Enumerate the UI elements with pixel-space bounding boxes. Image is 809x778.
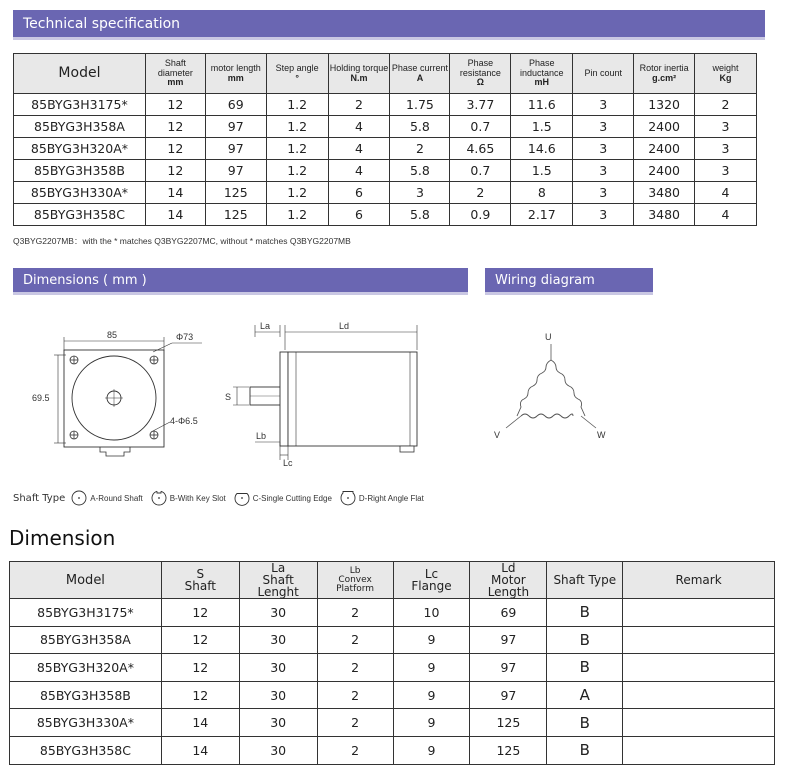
table-cell: 5.8: [390, 116, 450, 138]
table-cell: 14: [161, 709, 239, 737]
table-cell: 30: [239, 709, 317, 737]
side-s-label: S: [225, 392, 232, 402]
table-cell: 125: [205, 182, 266, 204]
spec-table-row: [14, 204, 757, 226]
dimension-table-row: [10, 736, 775, 764]
spec-table-row: [14, 94, 757, 116]
table-cell: 97: [205, 138, 266, 160]
table-cell: 9: [393, 626, 470, 654]
spec-header-motor-length: motor length mm: [205, 54, 266, 94]
spec-header-rotor-inertia: Rotor inertia g.cm²: [634, 54, 695, 94]
spec-table-row: [14, 138, 757, 160]
table-cell: [623, 709, 775, 737]
spec-table: [13, 53, 757, 226]
table-cell: 12: [161, 626, 239, 654]
table-cell: 4: [328, 138, 390, 160]
table-cell: [623, 626, 775, 654]
table-cell: [623, 599, 775, 627]
wiring-coil-left: [517, 360, 551, 416]
table-cell: 30: [239, 626, 317, 654]
spec-header-shaft-diameter: Shaft diameter mm: [145, 54, 205, 94]
table-cell: 4: [695, 182, 757, 204]
mount-holes-label: 4-Φ6.5: [170, 416, 198, 426]
table-cell: B: [547, 654, 623, 682]
dim-header-remark: Remark: [623, 562, 775, 599]
table-cell: 85BYG3H358C: [14, 204, 146, 226]
dim-header-la: La Shaft Lenght: [239, 562, 317, 599]
table-cell: 0.9: [450, 204, 511, 226]
dimension-table-row: [10, 709, 775, 737]
table-cell: 3: [390, 182, 450, 204]
table-cell: 0.7: [450, 116, 511, 138]
table-cell: 1.2: [266, 138, 328, 160]
table-cell: [623, 681, 775, 709]
table-cell: 12: [145, 94, 205, 116]
wiring-section-bar: [485, 268, 653, 295]
table-cell: 85BYG3H358B: [10, 681, 162, 709]
table-cell: 3: [573, 116, 634, 138]
table-cell: 30: [239, 654, 317, 682]
round-shaft-icon: [71, 490, 87, 506]
dimensions-section-bar: [13, 268, 468, 295]
table-cell: 1.5: [511, 116, 573, 138]
table-cell: 1320: [634, 94, 695, 116]
right-angle-flat-shaft-icon: [340, 490, 356, 506]
table-cell: 2400: [634, 116, 695, 138]
table-cell: 69: [470, 599, 547, 627]
table-cell: 10: [393, 599, 470, 627]
table-cell: 9: [393, 709, 470, 737]
table-cell: 12: [145, 160, 205, 182]
table-cell: 14: [145, 204, 205, 226]
dim-header-shaft-type: Shaft Type: [547, 562, 623, 599]
table-cell: [623, 736, 775, 764]
table-cell: 125: [470, 736, 547, 764]
front-height-label: 69.5: [32, 393, 50, 403]
table-cell: 12: [161, 599, 239, 627]
tech-spec-section-bar: [13, 10, 765, 40]
spec-header-step-angle: Step angle °: [266, 54, 328, 94]
dimensions-title: Dimensions ( mm ): [23, 272, 147, 288]
spec-header-phase-current: Phase current A: [390, 54, 450, 94]
table-cell: 12: [145, 138, 205, 160]
table-cell: 97: [470, 654, 547, 682]
dimension-heading: Dimension: [9, 526, 116, 550]
front-width-label: 85: [107, 330, 118, 340]
table-cell: 2400: [634, 138, 695, 160]
spec-table-row: [14, 116, 757, 138]
table-cell: 1.75: [390, 94, 450, 116]
table-cell: 5.8: [390, 160, 450, 182]
table-cell: 1.2: [266, 94, 328, 116]
table-cell: 3: [695, 138, 757, 160]
tech-spec-title: Technical specification: [23, 15, 181, 32]
table-cell: 85BYG3H330A*: [14, 182, 146, 204]
table-cell: 4: [328, 160, 390, 182]
table-cell: 3: [573, 138, 634, 160]
wiring-coil-bottom: [521, 414, 573, 418]
dimension-table-row: [10, 654, 775, 682]
table-cell: 85BYG3H358A: [10, 626, 162, 654]
table-cell: 3480: [634, 204, 695, 226]
table-cell: 2: [317, 709, 393, 737]
dim-header-lc: Lc Flange: [393, 562, 470, 599]
table-cell: [623, 654, 775, 682]
table-cell: 3: [573, 94, 634, 116]
table-cell: 8: [511, 182, 573, 204]
wiring-coil-right: [551, 360, 585, 416]
table-cell: 97: [205, 160, 266, 182]
table-cell: 9: [393, 681, 470, 709]
spec-header-pin-count: Pin count: [573, 54, 634, 94]
table-cell: 85BYG3H320A*: [14, 138, 146, 160]
table-cell: 3: [695, 116, 757, 138]
table-cell: 97: [470, 626, 547, 654]
dimension-table: [9, 561, 775, 765]
key-slot-shaft-icon: [151, 490, 167, 506]
table-cell: 30: [239, 736, 317, 764]
spec-header-holding-torque: Holding torque N.m: [328, 54, 390, 94]
dim-header-ld: Ld Motor Length: [470, 562, 547, 599]
dim-header-lb: Lb Convex Platform: [317, 562, 393, 599]
table-cell: 30: [239, 681, 317, 709]
table-cell: 85BYG3H358B: [14, 160, 146, 182]
table-cell: 1.5: [511, 160, 573, 182]
table-cell: 97: [470, 681, 547, 709]
table-cell: 3.77: [450, 94, 511, 116]
table-cell: 9: [393, 654, 470, 682]
table-cell: 85BYG3H358C: [10, 736, 162, 764]
dim-header-row: [10, 562, 775, 599]
table-cell: 3: [695, 160, 757, 182]
side-ld-label: Ld: [339, 321, 350, 331]
table-cell: 12: [145, 116, 205, 138]
table-cell: 2.17: [511, 204, 573, 226]
table-cell: A: [547, 681, 623, 709]
table-cell: 2400: [634, 160, 695, 182]
wiring-u-label: U: [545, 332, 552, 342]
wiring-title: Wiring diagram: [495, 272, 595, 288]
spec-table-body: [14, 94, 757, 226]
table-cell: B: [547, 736, 623, 764]
spec-table-row: [14, 182, 757, 204]
table-cell: B: [547, 709, 623, 737]
table-cell: 85BYG3H3175*: [10, 599, 162, 627]
table-cell: 125: [470, 709, 547, 737]
dim-header-s: S Shaft: [161, 562, 239, 599]
shaft-type-legend: [13, 490, 432, 506]
table-cell: 14: [145, 182, 205, 204]
spec-header-phase-resistance: Phase resistance Ω: [450, 54, 511, 94]
table-cell: 1.2: [266, 116, 328, 138]
dimension-table-row: [10, 626, 775, 654]
dim-header-model: Model: [10, 562, 162, 599]
table-cell: 1.2: [266, 204, 328, 226]
table-cell: 2: [317, 626, 393, 654]
table-cell: 2: [328, 94, 390, 116]
side-lb-label: Lb: [256, 431, 267, 441]
table-cell: 14: [161, 736, 239, 764]
dimension-table-body: [10, 599, 775, 765]
table-cell: 2: [390, 138, 450, 160]
table-cell: 2: [317, 736, 393, 764]
spec-header-row: [14, 54, 757, 94]
spec-table-row: [14, 160, 757, 182]
table-cell: 2: [317, 654, 393, 682]
shaft-type-d: D-Right Angle Flat: [340, 490, 424, 506]
wiring-diagram: [490, 328, 615, 443]
table-cell: 85BYG3H330A*: [10, 709, 162, 737]
table-cell: 97: [205, 116, 266, 138]
table-cell: 85BYG3H320A*: [10, 654, 162, 682]
table-cell: 5.8: [390, 204, 450, 226]
single-cut-shaft-icon: [234, 490, 250, 506]
table-cell: B: [547, 599, 623, 627]
table-cell: 3: [573, 204, 634, 226]
table-cell: 85BYG3H3175*: [14, 94, 146, 116]
shaft-type-c: C-Single Cutting Edge: [234, 490, 332, 506]
table-cell: 69: [205, 94, 266, 116]
table-cell: 30: [239, 599, 317, 627]
table-cell: 1.2: [266, 160, 328, 182]
spec-header-phase-inductance: Phase inductance mH: [511, 54, 573, 94]
table-cell: 2: [317, 681, 393, 709]
dimension-table-row: [10, 681, 775, 709]
spec-header-weight: weight Kg: [695, 54, 757, 94]
table-cell: 2: [317, 599, 393, 627]
front-diameter-label: Φ73: [176, 332, 194, 342]
spec-header-model: Model: [14, 54, 146, 94]
wiring-v-label: V: [494, 430, 501, 440]
table-cell: 12: [161, 681, 239, 709]
table-cell: 125: [205, 204, 266, 226]
table-cell: 14.6: [511, 138, 573, 160]
front-view-drawing: [20, 325, 220, 465]
side-view-drawing: [225, 315, 440, 475]
table-cell: 2: [695, 94, 757, 116]
table-cell: 3: [573, 160, 634, 182]
dimension-table-row: [10, 599, 775, 627]
shaft-type-a: A-Round Shaft: [71, 490, 142, 506]
side-lc-label: Lc: [283, 458, 293, 468]
table-cell: B: [547, 626, 623, 654]
table-cell: 0.7: [450, 160, 511, 182]
table-cell: 12: [161, 654, 239, 682]
table-cell: 4: [328, 116, 390, 138]
model-note: Q3BYG2207MB：with the * matches Q3BYG2207MC, without * matches Q3BYG2207MB: [13, 236, 351, 246]
table-cell: 3480: [634, 182, 695, 204]
table-cell: 4: [695, 204, 757, 226]
side-motor-body: [288, 352, 417, 446]
shaft-type-b: B-With Key Slot: [151, 490, 226, 506]
wiring-w-label: W: [597, 430, 606, 440]
table-cell: 85BYG3H358A: [14, 116, 146, 138]
table-cell: 6: [328, 182, 390, 204]
table-cell: 6: [328, 204, 390, 226]
table-cell: 1.2: [266, 182, 328, 204]
table-cell: 2: [450, 182, 511, 204]
shaft-type-label: Shaft Type: [13, 492, 66, 504]
table-cell: 11.6: [511, 94, 573, 116]
side-la-label: La: [260, 321, 271, 331]
table-cell: 4.65: [450, 138, 511, 160]
table-cell: 3: [573, 182, 634, 204]
table-cell: 9: [393, 736, 470, 764]
